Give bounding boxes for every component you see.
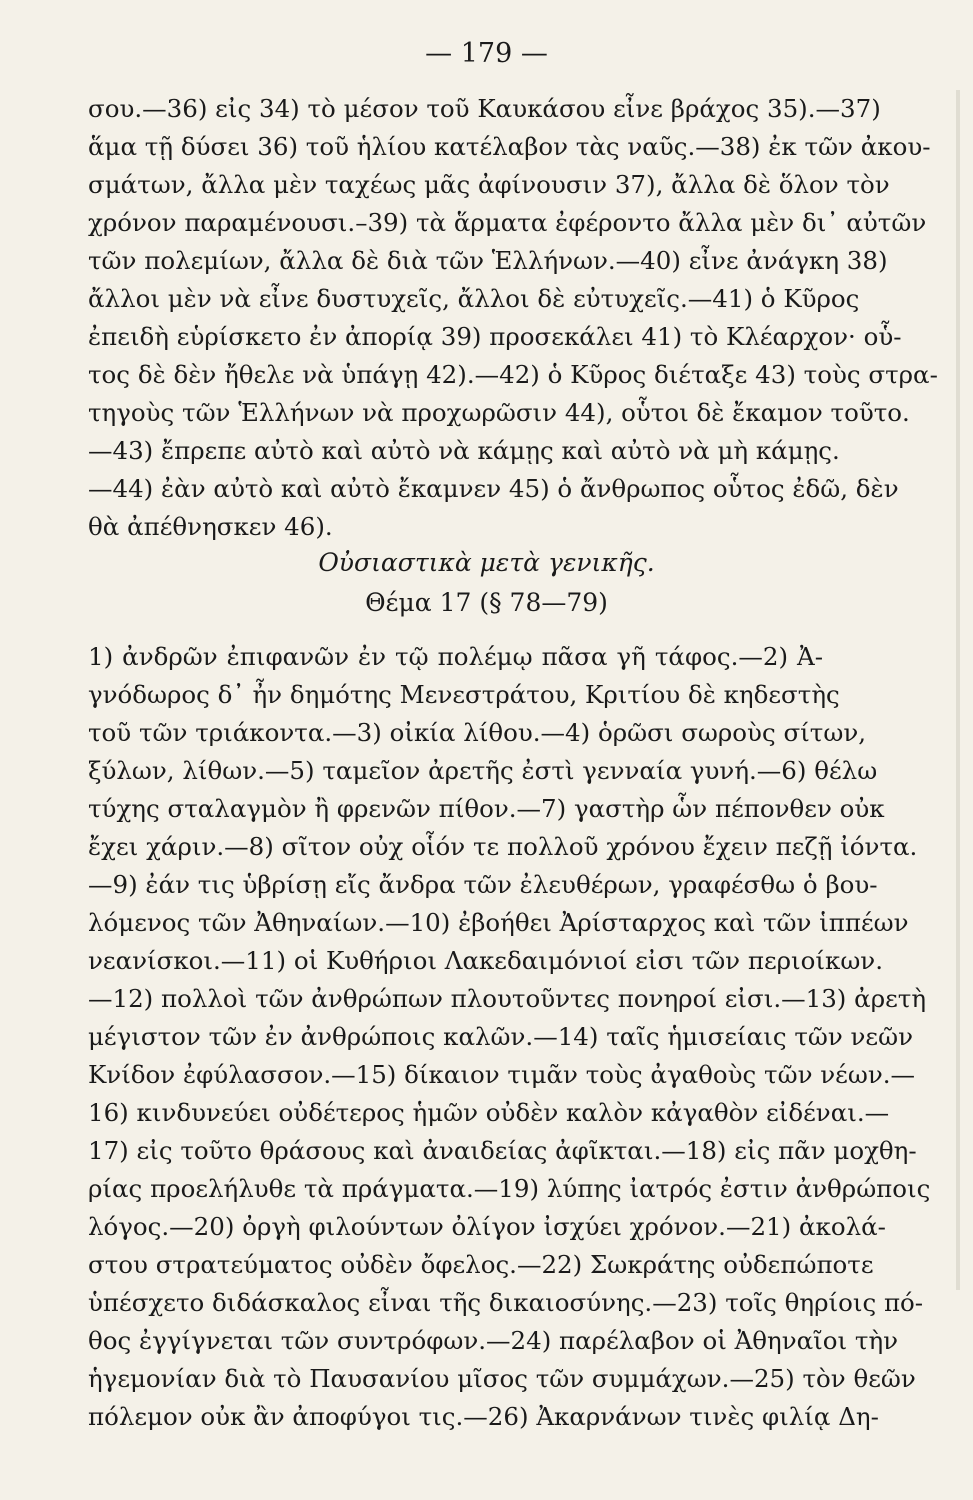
paragraph-theme-17 bbox=[88, 638, 931, 1436]
text-line: γνόδωρος δ᾿ ἦν δημότης Μενεστράτου, Κριτίου δὲ κηδεστὴς bbox=[88, 680, 840, 709]
text-line: ἔχει χάριν.—8) σῖτον οὐχ οἷόν τε πολλοῦ χρόνου ἔχειν πεζῇ ἰόντα. bbox=[88, 832, 918, 861]
text-line: θὰ ἀπέθνησκεν 46). bbox=[88, 512, 333, 541]
text-line: —43) ἔπρεπε αὐτὸ καὶ αὐτὸ νὰ κάμῃς καὶ αὐτὸ νὰ μὴ κάμῃς. bbox=[88, 436, 840, 465]
page-number: — 179 — bbox=[425, 38, 548, 69]
section-title: Οὐσιαστικὰ μετὰ γενικῆς. bbox=[318, 548, 655, 577]
theme-title: Θέμα 17 (§ 78—79) bbox=[365, 588, 608, 617]
text-line: ἡγεμονίαν διὰ τὸ Παυσανίου μῖσος τῶν συμμάχων.—25) τὸν θεῶν bbox=[88, 1364, 916, 1393]
text-line: ξύλων, λίθων.—5) ταμεῖον ἀρετῆς ἐστὶ γενναία γυνή.—6) θέλω bbox=[88, 756, 878, 785]
text-line: θος ἐγγίγνεται τῶν συντρόφων.—24) παρέλαβον οἱ Ἀθηναῖοι τὴν bbox=[88, 1326, 899, 1355]
text-line: πόλεμον οὐκ ἂν ἀποφύγοι τις.—26) Ἀκαρνάνων τινὲς φιλίᾳ Δη- bbox=[88, 1402, 879, 1431]
text-line: τῶν πολεμίων, ἄλλα δὲ διὰ τῶν Ἑλλήνων.—40) εἶνε ἀνάγκη 38) bbox=[88, 246, 888, 275]
text-line: 1) ἀνδρῶν ἐπιφανῶν ἐν τῷ πολέμῳ πᾶσα γῆ τάφος.—2) Ἀ- bbox=[88, 642, 823, 671]
text-line: τύχης σταλαγμὸν ἢ φρενῶν πίθον.—7) γαστὴρ ὧν πέπονθεν οὐκ bbox=[88, 794, 885, 823]
text-line: 16) κινδυνεύει οὐδέτερος ἡμῶν οὐδὲν καλὸν κἀγαθὸν εἰδέναι.— bbox=[88, 1098, 890, 1127]
text-line: —44) ἐὰν αὐτὸ καὶ αὐτὸ ἔκαμνεν 45) ὁ ἄνθρωπος οὗτος ἐδῶ, δὲν bbox=[88, 474, 899, 503]
text-line: Κνίδον ἐφύλασσον.—15) δίκαιον τιμᾶν τοὺς ἀγαθοὺς τῶν νέων.— bbox=[88, 1060, 916, 1089]
text-line: τηγοὺς τῶν Ἑλλήνων νὰ προχωρῶσιν 44), οὗτοι δὲ ἔκαμον τοῦτο. bbox=[88, 398, 910, 427]
text-line: σου.—36) εἰς 34) τὸ μέσον τοῦ Καυκάσου εἶνε βράχος 35).—37) bbox=[88, 94, 881, 123]
text-line: λόμενος τῶν Ἀθηναίων.—10) ἐβοήθει Ἀρίσταρχος καὶ τῶν ἱππέων bbox=[88, 908, 909, 937]
text-line: νεανίσκοι.—11) οἱ Κυθήριοι Λακεδαιμόνιοί εἰσι τῶν περιοίκων. bbox=[88, 946, 883, 975]
text-line: ὑπέσχετο διδάσκαλος εἶναι τῆς δικαιοσύνης.—23) τοῖς θηρίοις πό- bbox=[88, 1288, 924, 1317]
text-line: 17) εἰς τοῦτο θράσους καὶ ἀναιδείας ἀφῖκται.—18) εἰς πᾶν μοχθη- bbox=[88, 1136, 917, 1165]
text-line: σμάτων, ἄλλα μὲν ταχέως μᾶς ἀφίνουσιν 37), ἄλλα δὲ ὅλον τὸν bbox=[88, 170, 890, 199]
text-line: χρόνον παραμένουσι.–39) τὰ ἅρματα ἐφέροντο ἄλλα μὲν δι᾿ αὐτῶν bbox=[88, 208, 927, 237]
text-line: —12) πολλοὶ τῶν ἀνθρώπων πλουτοῦντες πονηροί εἰσι.—13) ἀρετὴ bbox=[88, 984, 927, 1013]
text-line: ἅμα τῇ δύσει 36) τοῦ ἡλίου κατέλαβον τὰς ναῦς.—38) ἐκ τῶν ἀκου- bbox=[88, 132, 931, 161]
text-line: ἄλλοι μὲν νὰ εἶνε δυστυχεῖς, ἄλλοι δὲ εὐτυχεῖς.—41) ὁ Κῦρος bbox=[88, 284, 860, 313]
text-line: τος δὲ δὲν ἤθελε νὰ ὑπάγῃ 42).—42) ὁ Κῦρος διέταξε 43) τοὺς στρα- bbox=[88, 360, 938, 389]
text-line: —9) ἐάν τις ὑβρίσῃ εἴς ἄνδρα τῶν ἐλευθέρων, γραφέσθω ὁ βου- bbox=[88, 870, 878, 899]
text-line: τοῦ τῶν τριάκοντα.—3) οἰκία λίθου.—4) ὁρῶσι σωροὺς σίτων, bbox=[88, 718, 866, 747]
text-line: λόγος.—20) ὀργὴ φιλούντων ὀλίγον ἰσχύει χρόνον.—21) ἀκολά- bbox=[88, 1212, 886, 1241]
page-edge-shadow bbox=[956, 90, 960, 1290]
paragraph-exercises-36-46 bbox=[88, 90, 938, 546]
text-line: μέγιστον τῶν ἐν ἀνθρώποις καλῶν.—14) ταῖς ἡμισείαις τῶν νεῶν bbox=[88, 1022, 913, 1051]
text-line: ἐπειδὴ εὑρίσκετο ἐν ἀπορίᾳ 39) προσεκάλει 41) τὸ Κλέαρχον· οὗ- bbox=[88, 322, 902, 351]
text-line: ρίας προελήλυθε τὰ πράγματα.—19) λύπης ἰατρός ἐστιν ἀνθρώποις bbox=[88, 1174, 931, 1203]
text-line: στου στρατεύματος οὐδὲν ὄφελος.—22) Σωκράτης οὐδεπώποτε bbox=[88, 1250, 874, 1279]
